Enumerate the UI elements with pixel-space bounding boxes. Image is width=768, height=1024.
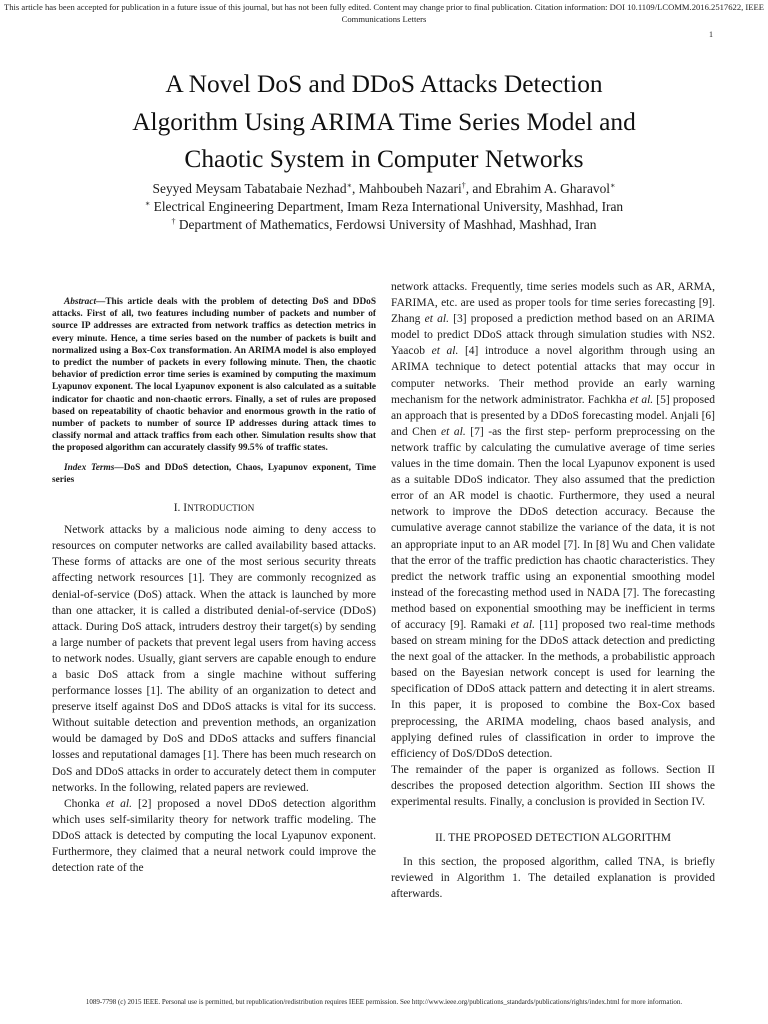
- left-column: [52, 296, 376, 876]
- index-terms-lead: Index Terms: [64, 462, 115, 473]
- right-column: [391, 279, 715, 902]
- paragraph-continued: network attacks. Frequently, time series models such as AR, ARMA, FARIMA, etc. are used as proper tools for time series forecasting [9]. Zhang et al. [3] proposed a prediction method based on an ARIMA model to predict DDoS attack through simulation studies with NS2. Yaacob et al. [4] introduce a novel algorithm through using an ARIMA technique to detect potential attacks that may occur in computer networks. Their method provide an early warning mechanism for the network administrator. Fachkha et al. [5] proposed an approach that is presented by a DDoS forecasting model. Anjali [6] and Chen et al. [7] -as the first step- perform preprocessing on the network traffic by calculating the cumulative average of time series values in the time domain. Then the local Lyapunov exponent is used as a suitable DDoS indicator. They also assumed that the prediction error of an AR model is chaotic. Furthermore, they used a neural network to improve the DDoS detection accuracy. Because the cumulative average cannot stabilize the variance of the data, it is not an appropriate input to an AR model [7]. In [8] Wu and Chen validate that the error of the traffic prediction has chaotic characteristics. They predict the network traffic using an exponential smoothing model instead of the forecasting method used in NADA [7]. The forecasting method based on exponential smoothing may be inefficient in terms of accuracy [9]. Ramaki et al. [11] proposed two real-time methods based on stream mining for the DDoS attack detection and predicting the next goal of the attacker. In the methods, a probabilistic approach based on the Bayesian network concept is used for learning the specification of DDoS attack pattern and detecting it in alert streams. In this paper, it is proposed to combine the Box-Cox based preprocessing, the ARIMA modeling, chaos based analysis, and applying defined rules of classification in order to improve the efficiency of DoS/DDoS detection.: [391, 281, 715, 760]
- index-terms: [52, 462, 376, 486]
- abstract-lead: Abstract: [64, 297, 97, 307]
- affiliation-mark: ∗: [610, 181, 616, 190]
- author-names: [30, 180, 738, 198]
- paragraph: Chonka et al. [2] proposed a novel DDoS detection algorithm which uses self-similarity theory for network traffic modeling. The DDoS attack is detected by computing the local Lyapunov exponent. Furthermore, they claimed that a neural network could improve the detection rate of the: [52, 797, 377, 875]
- journal-banner: [0, 1, 768, 25]
- copyright-footer: 1089-7798 (c) 2015 IEEE. Personal use is permitted, but republication/redistribution requires IEEE permission. See http://www.ieee.org/publications_standards/publications/rights/index.html for more information.: [85, 998, 683, 1006]
- author-3: , and Ebrahim A. Gharavol: [465, 181, 611, 196]
- affiliation-2: † Department of Mathematics, Ferdowsi University of Mashhad, Mashhad, Iran: [171, 217, 597, 232]
- affiliation-mark: ∗: [346, 181, 353, 190]
- section-heading-introduction: I. INTRODUCTION: [173, 502, 255, 515]
- title-line-1: A Novel DoS and DDoS Attacks Detection: [165, 70, 603, 98]
- paragraph-continuation-start: network attacks. Frequently, time series models such as AR, ARMA, FARIMA, etc. are used as proper tools for time series forecasting [9]. Zhang: [391, 281, 715, 326]
- author-block: [30, 180, 738, 234]
- affiliation-1: ∗ Electrical Engineering Department, Imam Reza International University, Mashhad, Iran: [144, 199, 624, 214]
- abstract-text: —This article deals with the problem of detecting DoS and DDoS attacks. First of all, two features including number of packets and number of source IP addresses are extracted from network traffics as detection metrics in every minute. Hence, a time series based on the number of packets is built and normalized using a Box-Cox transformation. An ARIMA model is also employed to predict the number of packets in every following minute. Then, the chaotic behavior of prediction error time series is examined by computing the maximum Lyapunov exponent. The local Lyapunov exponent is also calculated as a suitable indicator for chaotic and non-chaotic errors. Finally, a set of rules are proposed based on repeatability of chaotic behavior and enormous growth in the ratio of number of packets to number of source IP addresses during attack times to classify normal and attack traffics from each other. Simulation results show that the proposed algorithm can accurately classify 99.5% of traffic states.: [52, 297, 376, 454]
- affiliation-mark: †: [461, 181, 466, 190]
- section-heading-proposed-algorithm: II. THE PROPOSED DETECTION ALGORITHM: [435, 832, 671, 845]
- affiliation-mark: †: [171, 217, 176, 226]
- banner-line-2: Communications Letters: [341, 14, 427, 24]
- title-line-2: Algorithm Using ARIMA Time Series Model and: [132, 107, 636, 136]
- paragraph: Network attacks by a malicious node aiming to deny access to resources on computer networks are called availability based attacks. These forms of attacks are one of the most serious security threats affecting network resources [1]. They are commonly recognized as denial-of-service (DoS) attack. When the attack is launched by more than one attacker, it is called a distributed denial-of-service (DDoS) attack. During DoS attack, intruders destroy their target(s) by sending a large number of packets that prevent legal users from having access to network nodes. Usually, giant servers are capable enough to endure a basic DoS attack from a single machine without suffering performance losses [1]. The ability of an organization to detect and preserve itself against DoS and DDoS attacks is vital for its success. Without suitable detection and prevention methods, an organization would be damaged by DoS and DDoS attacks and suffers financial losses and reputational damages [1]. There has been much research on DoS and DDoS attacks in order to accurately detect them in computer networks. In the following, related papers are reviewed.: [52, 524, 376, 794]
- page-number: 1: [709, 30, 713, 39]
- section-2-intro: In this section, the proposed algorithm, called TNA, is briefly reviewed in Algorithm 1. The detailed explanation is provided afterwards.: [391, 856, 715, 901]
- author-1: Seyyed Meysam Tabatabaie Nezhad: [152, 181, 347, 196]
- abstract: [52, 296, 376, 455]
- author-2: , Mahboubeh Nazari: [352, 181, 462, 196]
- index-terms-text: —DoS and DDoS detection, Chaos, Lyapunov exponent, Time series: [52, 462, 376, 485]
- paper-title: [30, 66, 738, 179]
- title-line-3: Chaotic System in Computer Networks: [184, 145, 584, 173]
- banner-line-1: This article has been accepted for publication in a future issue of this journal, but has not been fully edited. Content may change prior to final publication. Citation information: DOI 10.1109/LCOMM.2016.2517622, IEEE: [3, 2, 765, 12]
- affiliation-mark: ∗: [144, 199, 151, 208]
- paragraph: The remainder of the paper is organized as follows. Section II describes the proposed detection algorithm. Section III shows the experimental results. Finally, a conclusion is provided in Section IV.: [391, 763, 715, 808]
